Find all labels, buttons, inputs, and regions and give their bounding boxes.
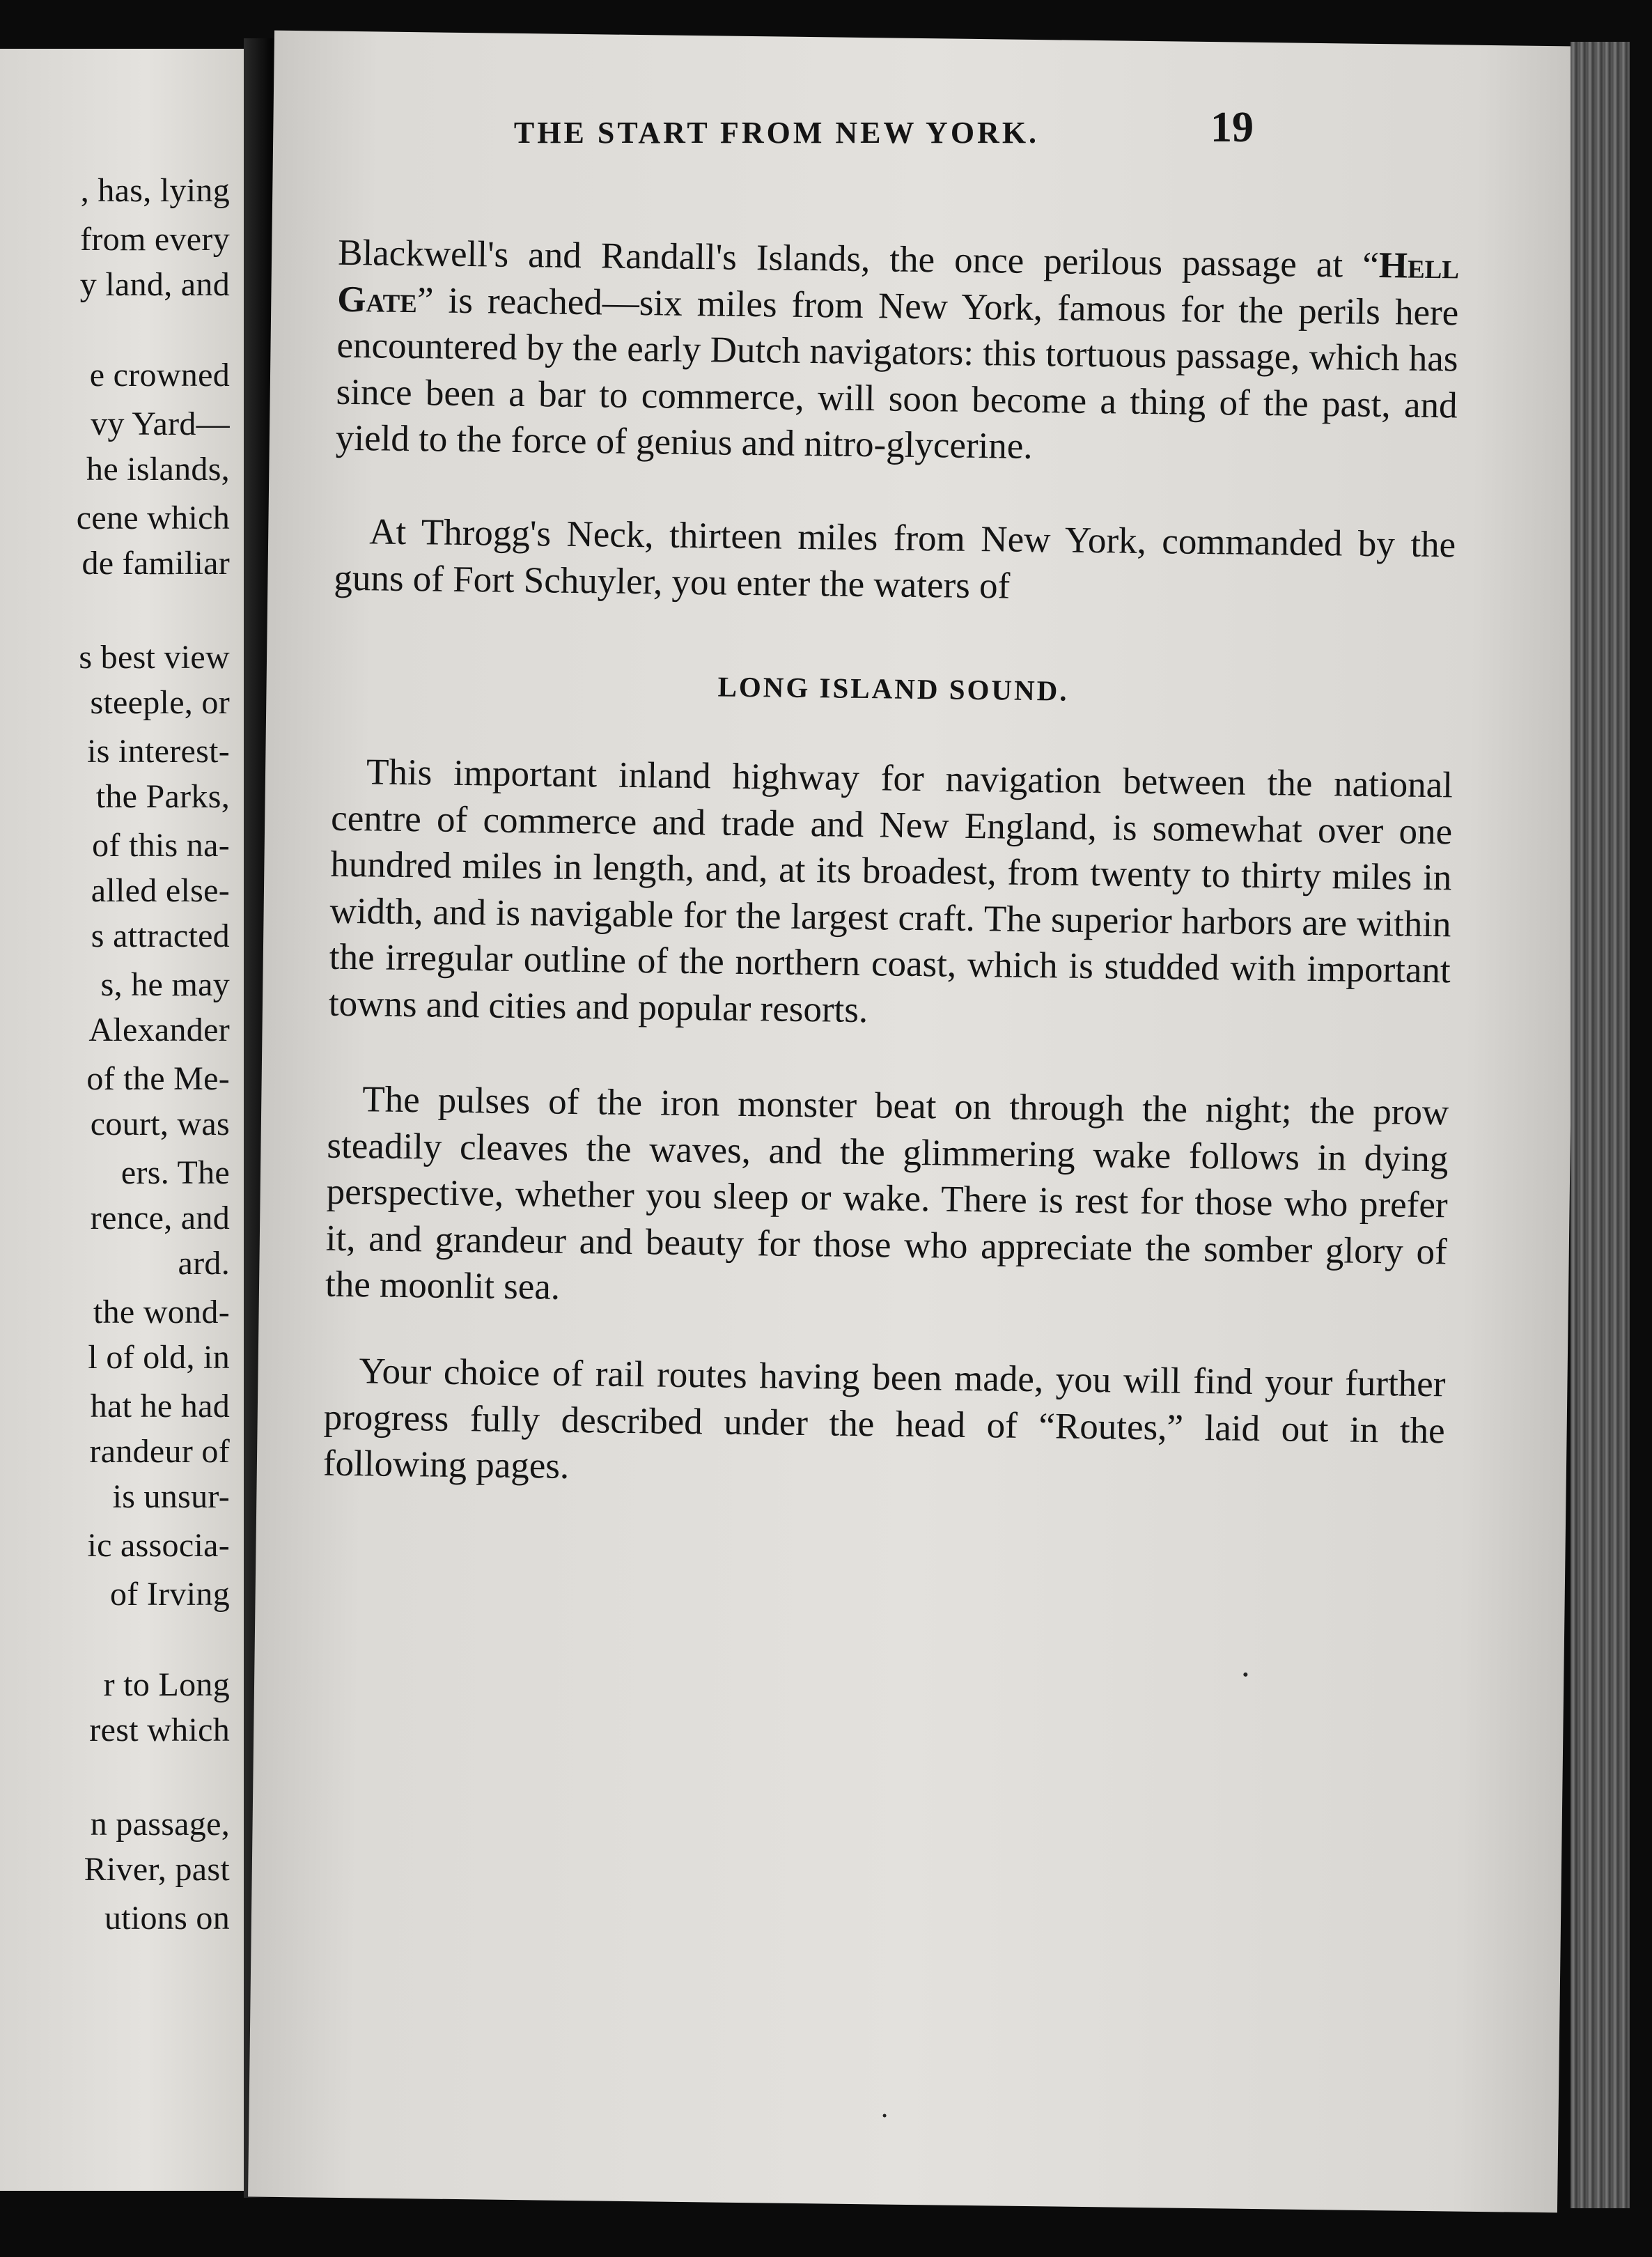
left-page-line: de familiar bbox=[81, 545, 230, 582]
left-page-line: r to Long bbox=[103, 1666, 230, 1703]
ink-speck bbox=[883, 2114, 887, 2118]
left-page-line: n passage, bbox=[90, 1806, 230, 1843]
left-page-line: Alexander bbox=[88, 1011, 230, 1048]
left-page bbox=[0, 49, 244, 2191]
left-page-line: is unsur- bbox=[112, 1478, 230, 1515]
left-page-line: y land, and bbox=[79, 266, 230, 303]
left-page-line: the Parks, bbox=[95, 778, 230, 815]
paragraph-iron-monster-text: The pulses of the iron monster beat on through the night; the prow steadily cleaves the waves, and the glimmering wake follows in dying perspective, whether you sleep or wake. There is rest for those who prefer it, and grandeur and beauty for those who appreciate the somber glory of the moonlit sea. bbox=[325, 1079, 1449, 1308]
running-head: THE START FROM NEW YORK. bbox=[513, 116, 1040, 150]
left-page-line: ic associa- bbox=[87, 1527, 230, 1564]
paragraph-throggs-neck bbox=[334, 509, 1456, 615]
paragraph-throggs-neck-text: At Throgg's Neck, thirteen miles from New York, commanded by the guns of Fort Schuyler, you enter the waters of bbox=[334, 511, 1456, 607]
paragraph-hell-gate-part2: ” is reached—six miles from New York, famous for the perils here encountered by the early Dutch navigators: this tortuous passage, which has since been a bar to commerce, will soon become a thing of the past, and yield to the force of genius and nitro-glycerine. bbox=[335, 279, 1459, 467]
left-page-line: River, past bbox=[84, 1851, 230, 1888]
paragraph-iron-monster bbox=[325, 1076, 1449, 1321]
paragraph-hell-gate-part1: Blackwell's and Randall's Islands, the once perilous passage at “ bbox=[337, 232, 1380, 286]
paragraph-rail-routes-text: Your choice of rail routes having been made, you will find your further progress fully described under the head of “Routes,” laid out in the following pages. bbox=[322, 1351, 1446, 1487]
hell-gate-smallcaps: Hell Gate bbox=[337, 245, 1460, 320]
left-page-line: alled else- bbox=[91, 872, 230, 909]
page-edges bbox=[1571, 42, 1630, 2208]
page-number: 19 bbox=[1210, 104, 1254, 151]
left-page-line: of Irving bbox=[110, 1576, 230, 1613]
left-page-line: utions on bbox=[104, 1900, 230, 1937]
left-page-line: ard. bbox=[178, 1245, 230, 1282]
paragraph-hell-gate bbox=[336, 230, 1460, 475]
left-page-line: court, was bbox=[90, 1106, 230, 1142]
left-page-line: ers. The bbox=[120, 1154, 230, 1191]
ink-speck bbox=[1243, 1673, 1247, 1677]
left-page-line: s, he may bbox=[100, 966, 230, 1003]
paragraph-rail-routes bbox=[323, 1348, 1446, 1500]
left-page-line: of this na- bbox=[92, 827, 230, 864]
left-page-line: from every bbox=[80, 221, 230, 258]
left-page-line: rest which bbox=[89, 1712, 230, 1748]
left-page-line: s best view bbox=[79, 639, 230, 676]
left-page-line: e crowned bbox=[89, 357, 230, 394]
left-page-line: randeur of bbox=[89, 1433, 230, 1470]
left-page-line: rence, and bbox=[90, 1200, 230, 1236]
left-page-line: , has, lying bbox=[80, 172, 230, 209]
left-page-line: vy Yard— bbox=[91, 405, 230, 442]
left-page-line: cene which bbox=[76, 499, 230, 536]
paragraph-long-island-sound-text: This important inland highway for navigation between the national centre of commerce and trade and New England, is somewhat over one hundred miles in length, and, at its broadest, from twenty to thirty miles in width, and is navigable for the largest craft. The superior harbors are within the irregular outline of the northern coast, which is studded with important towns and cities and popular resorts. bbox=[328, 752, 1454, 1030]
left-page-line: the wond- bbox=[93, 1294, 230, 1331]
left-page-line: of the Me- bbox=[86, 1060, 230, 1097]
left-page-line: he islands, bbox=[86, 451, 230, 488]
section-heading: LONG ISLAND SOUND. bbox=[717, 670, 1069, 707]
left-page-line: steeple, or bbox=[90, 684, 230, 721]
left-page-line: l of old, in bbox=[88, 1339, 230, 1376]
left-page-line: s attracted bbox=[91, 917, 230, 954]
left-page-line: is interest- bbox=[87, 733, 230, 770]
left-page-line: hat he had bbox=[90, 1388, 230, 1425]
paragraph-long-island-sound bbox=[329, 749, 1454, 1041]
right-page bbox=[248, 31, 1584, 2213]
